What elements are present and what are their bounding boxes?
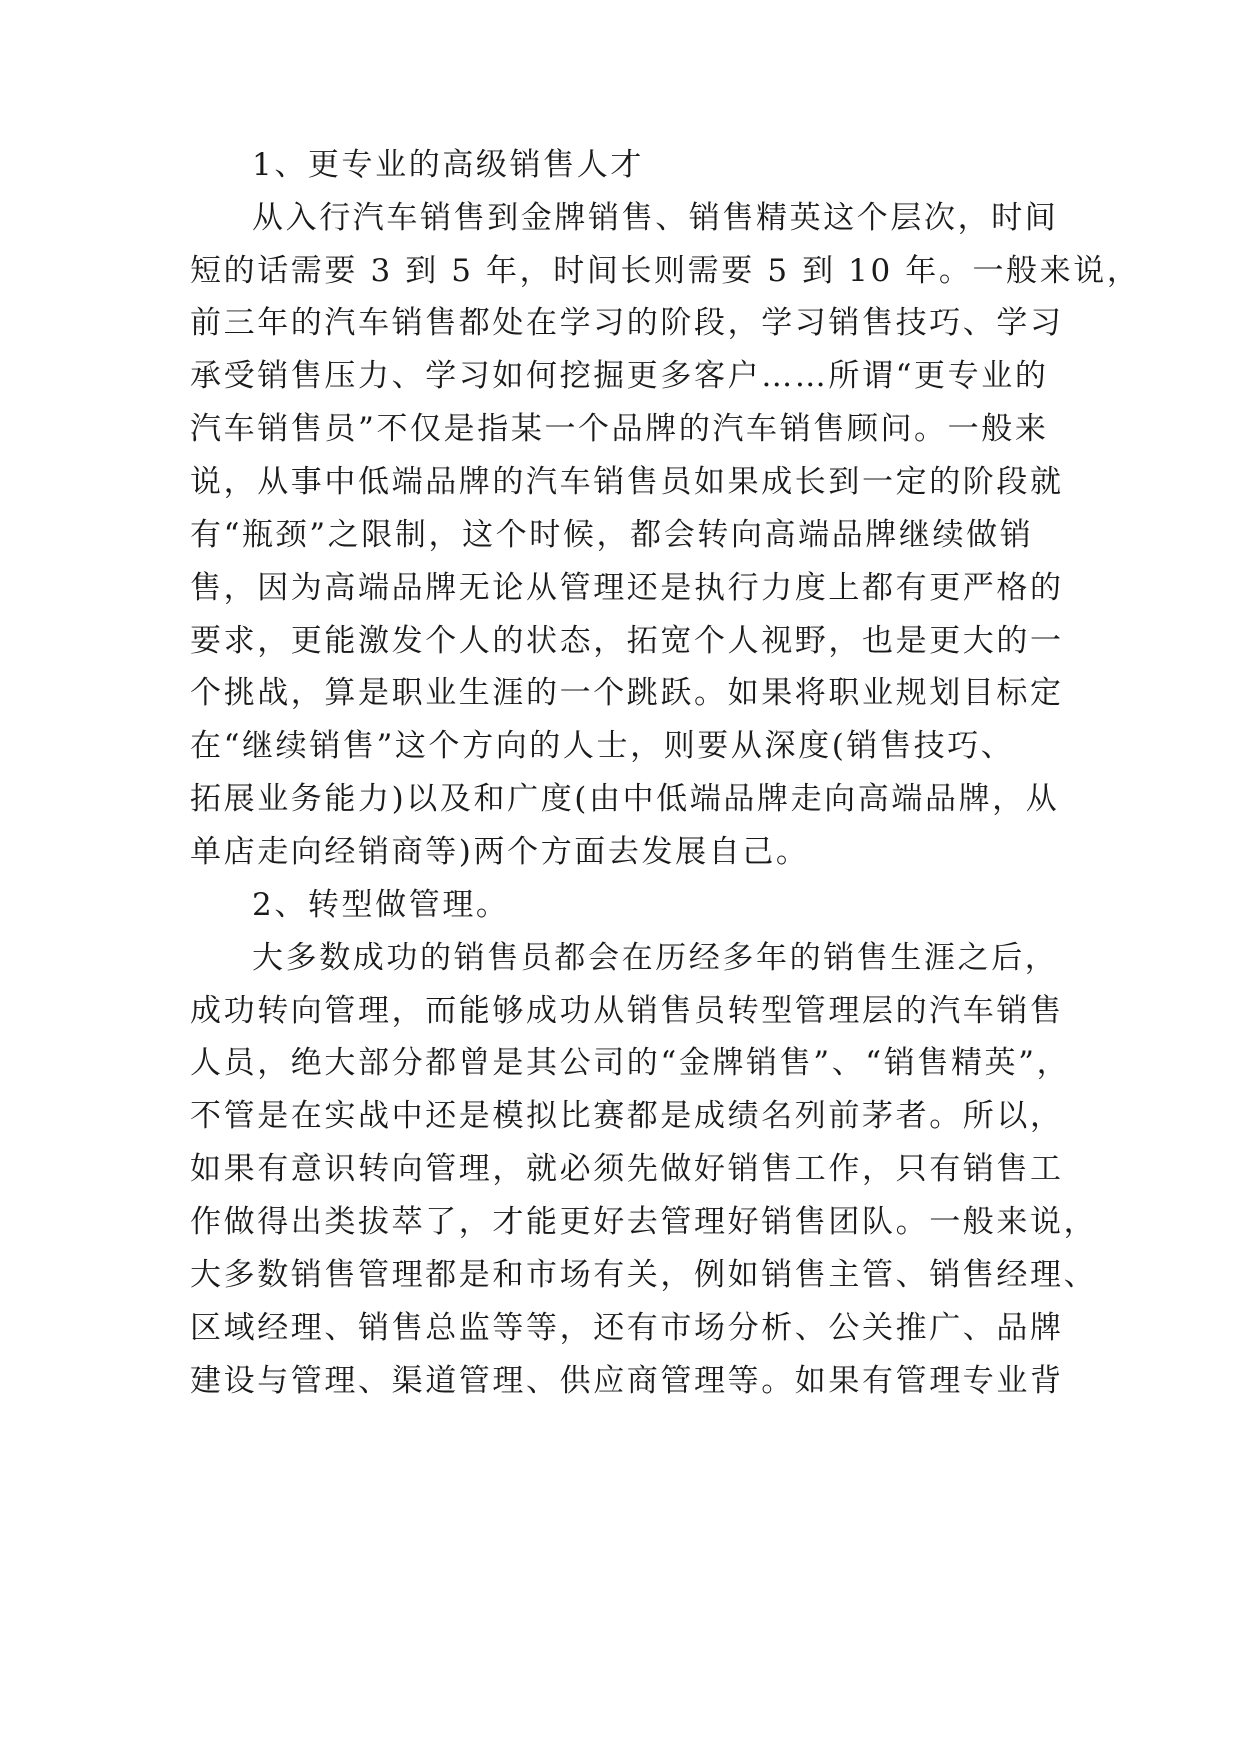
paragraph-line: 如果有意识转向管理，就必须先做好销售工作，只有销售工 <box>190 1151 1064 1187</box>
paragraph-line: 单店走向经销商等)两个方面去发展自己。 <box>190 834 810 870</box>
paragraph-line: 拓展业务能力)以及和广度(由中低端品牌走向高端品牌，从 <box>190 781 1060 817</box>
paragraph-line: 成功转向管理，而能够成功从销售员转型管理层的汽车销售 <box>190 993 1064 1029</box>
heading-transition-to-management: 2、转型做管理。 <box>252 887 510 923</box>
paragraph-line: 区域经理、销售总监等等，还有市场分析、公关推广、品牌 <box>190 1310 1064 1346</box>
paragraph-line: 大多数销售管理都是和市场有关，例如销售主管、销售经理、 <box>190 1257 1098 1293</box>
paragraph-line: 建设与管理、渠道管理、供应商管理等。如果有管理专业背 <box>190 1363 1064 1399</box>
paragraph-line: 汽车销售员”不仅是指某一个品牌的汽车销售顾问。一般来 <box>190 411 1049 447</box>
paragraph-line: 短的话需要 3 到 5 年，时间长则需要 5 到 10 年。一般来说， <box>190 253 1141 289</box>
paragraph-line: 大多数成功的销售员都会在历经多年的销售生涯之后， <box>252 940 1059 976</box>
paragraph-line: 要求，更能激发个人的状态，拓宽个人视野，也是更大的一 <box>190 623 1064 659</box>
paragraph-line: 不管是在实战中还是模拟比赛都是成绩名列前茅者。所以， <box>190 1098 1064 1134</box>
paragraph-line: 个挑战，算是职业生涯的一个跳跃。如果将职业规划目标定 <box>190 675 1064 711</box>
paragraph-line: 承受销售压力、学习如何挖掘更多客户……所谓“更专业的 <box>190 358 1049 394</box>
paragraph-line: 售，因为高端品牌无论从管理还是执行力度上都有更严格的 <box>190 570 1064 606</box>
paragraph-line: 人员，绝大部分都曾是其公司的“金牌销售”、“销售精英”， <box>190 1045 1071 1081</box>
paragraph-line: 作做得出类拔萃了，才能更好去管理好销售团队。一般来说， <box>190 1204 1098 1240</box>
paragraph-line: 从入行汽车销售到金牌销售、销售精英这个层次，时间 <box>252 200 1059 236</box>
heading-senior-sales-talent: 1、更专业的高级销售人才 <box>252 147 644 183</box>
paragraph-line: 有“瓶颈”之限制，这个时候，都会转向高端品牌继续做销 <box>190 517 1034 553</box>
paragraph-line: 说，从事中低端品牌的汽车销售员如果成长到一定的阶段就 <box>190 464 1064 500</box>
paragraph-line: 在“继续销售”这个方向的人士，则要从深度(销售技巧、 <box>190 728 1015 764</box>
paragraph-line: 前三年的汽车销售都处在学习的阶段，学习销售技巧、学习 <box>190 305 1064 341</box>
